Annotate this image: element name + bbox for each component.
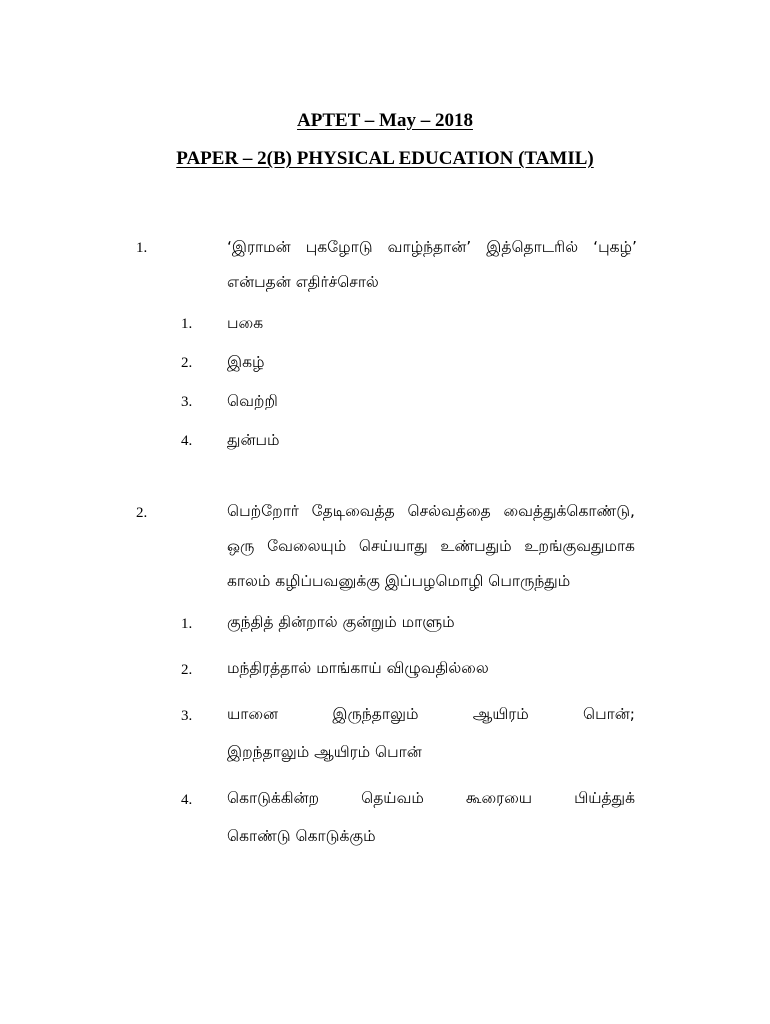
option-number: 2. — [181, 355, 193, 371]
stem-word: ‘இராமன் — [227, 238, 291, 256]
option-word: கூரையை — [465, 789, 533, 807]
option-text: குந்தித் தின்றால் குன்றும் மாளும் — [227, 613, 455, 631]
option-text: பகை — [227, 314, 264, 332]
stem-word: ‘புகழ்’ — [593, 238, 637, 256]
option-word: பொன்; — [583, 705, 635, 723]
exam-title: APTET – May – 2018 — [297, 110, 473, 131]
stem-word: பெற்றோர் — [227, 502, 299, 520]
stem-word: புகழோடு — [305, 238, 373, 256]
option-word: இருந்தாலும் — [332, 705, 419, 723]
question-stem-line — [227, 238, 637, 258]
option-number: 1. — [181, 316, 193, 332]
question-stem-line: என்பதன் எதிர்ச்சொல் — [227, 273, 379, 291]
option-number: 3. — [181, 394, 193, 410]
option-text: மந்திரத்தால் மாங்காய் விழுவதில்லை — [227, 659, 489, 677]
question-number: 1. — [136, 240, 148, 256]
option-text: வெற்றி — [227, 392, 278, 410]
option-text-continued: இறந்தாலும் ஆயிரம் பொன் — [227, 743, 422, 761]
option-number: 4. — [181, 433, 193, 449]
stem-word: செய்யாது — [358, 537, 428, 555]
stem-word: உண்பதும் — [440, 537, 512, 555]
question-stem-line: காலம் கழிப்பவனுக்கு இப்பழமொழி பொருந்தும் — [227, 572, 571, 590]
stem-word: வைத்துக்கொண்டு, — [503, 502, 635, 520]
stem-word: செல்வத்தை — [407, 502, 491, 520]
stem-word: இத்தொடரில் — [486, 238, 579, 256]
paper-subtitle: PAPER – 2(B) PHYSICAL EDUCATION (TAMIL) — [176, 148, 594, 169]
stem-word: வாழ்ந்தான்’ — [387, 238, 472, 256]
option-number: 1. — [181, 616, 193, 632]
stem-word: தேடிவைத்த — [311, 502, 395, 520]
option-word: கொடுக்கின்ற — [227, 789, 320, 807]
option-word: ஆயிரம் — [472, 705, 529, 723]
option-text: இகழ் — [227, 353, 265, 371]
stem-word: வேலையும் — [267, 537, 347, 555]
option-number: 2. — [181, 662, 193, 678]
option-number: 3. — [181, 708, 193, 724]
stem-word: ஒரு — [227, 537, 255, 555]
option-word: பிய்த்துக் — [574, 789, 635, 807]
option-number: 4. — [181, 792, 193, 808]
option-text: துன்பம் — [227, 431, 280, 449]
option-text — [227, 789, 635, 809]
question-stem-line — [227, 537, 635, 557]
stem-word: உறங்குவதுமாக — [524, 537, 635, 555]
question-stem-line — [227, 502, 635, 522]
option-text — [227, 705, 635, 725]
question-number: 2. — [136, 505, 148, 521]
option-word: யானை — [227, 705, 279, 723]
option-word: தெய்வம் — [361, 789, 424, 807]
option-text-continued: கொண்டு கொடுக்கும் — [227, 827, 376, 845]
